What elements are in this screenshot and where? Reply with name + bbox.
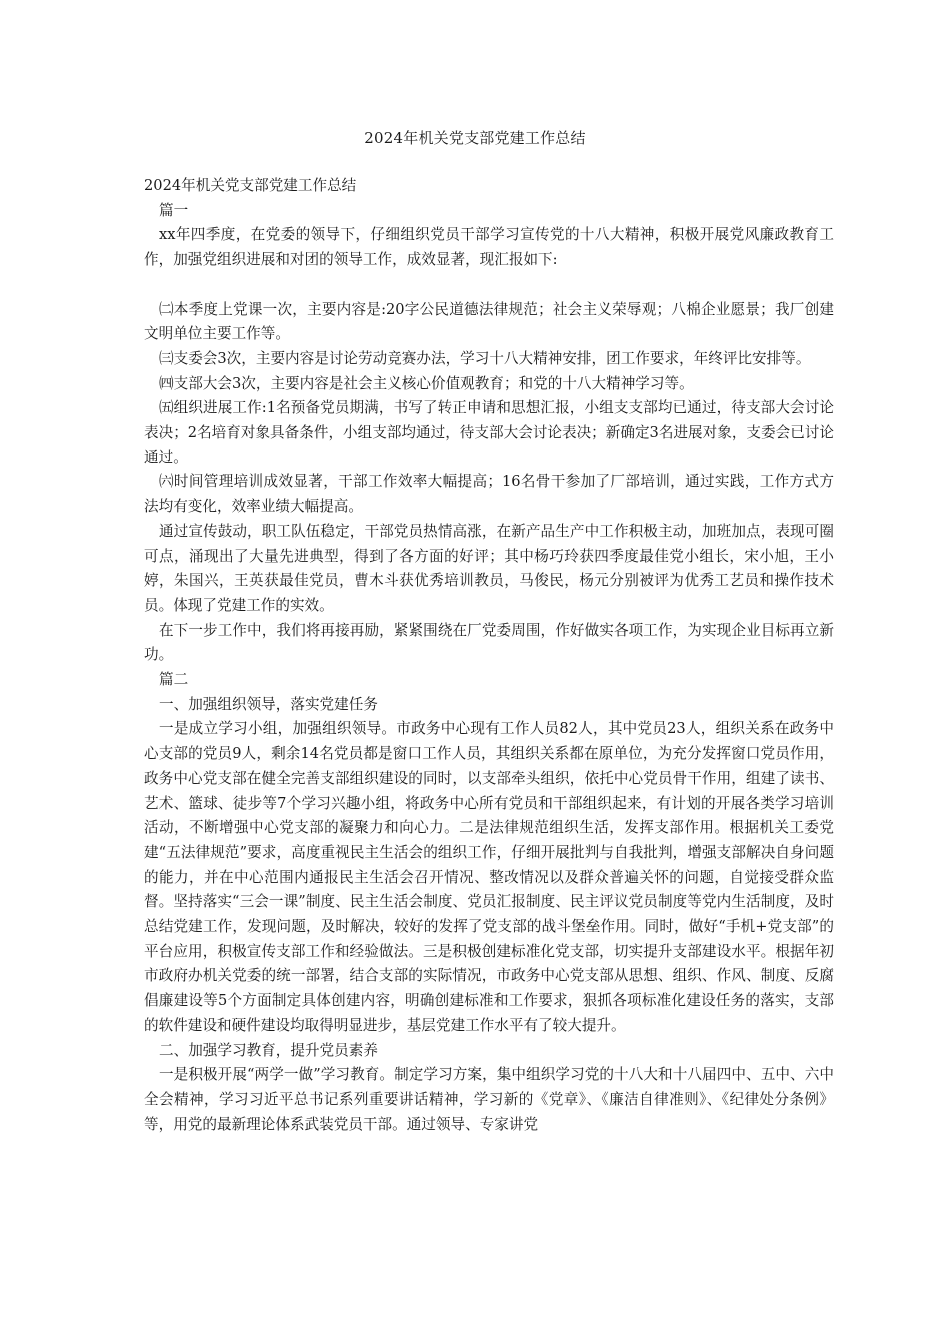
paragraph: ㈢支委会3次，主要内容是讨论劳动竞赛办法，学习十八大精神安排，团工作要求，年终评比安排等。: [159, 349, 811, 367]
paragraph: 通过宣传鼓动，职工队伍稳定，干部党员热情高涨，在新产品生产中工作积极主动，加班加点，表现可圈可点，涌现出了大量先进典型，得到了各方面的好评；其中杨巧玲获四季度最佳党小组长，宋小旭，王小婷，朱国兴，王英获最佳党员，曹木斗获优秀培训教员，马俊民，杨元分别被评为优秀工艺员和操作技术员。体现了党建工作的实效。: [144, 522, 834, 614]
paragraph: xx年四季度，在党委的领导下，仔细组织党员干部学习宣传党的十八大精神，积极开展党风廉政教育工作，加强党组织进展和对团的领导工作，成效显著，现汇报如下:: [144, 226, 834, 269]
paragraph: 2024年机关党支部党建工作总结: [144, 177, 357, 194]
document-body: [144, 174, 834, 1137]
paragraph: ㈥时间管理培训成效显著，干部工作效率大幅提高；16名骨干参加了厂部培训，通过实践，工作方式方法均有变化，效率业绩大幅提高。: [144, 473, 834, 516]
paragraph: ㈣支部大会3次，主要内容是社会主义核心价值观教育；和党的十八大精神学习等。: [159, 374, 694, 392]
paragraph: 篇二: [159, 671, 189, 689]
paragraph: 在下一步工作中，我们将再接再励，紧紧围绕在厂党委周围，作好做实各项工作，为实现企业目标再立新功。: [144, 621, 834, 664]
paragraph: ㈤组织进展工作:1名预备党员期满，书写了转正申请和思想汇报，小组支支部均已通过，待支部大会讨论表决；2名培育对象具备条件，小组支部均通过，待支部大会讨论表决；新确定3名进展对象，支委会已讨论通过。: [144, 399, 834, 466]
page-title: 2024年机关党支部党建工作总结: [364, 129, 586, 147]
paragraph: 二、加强学习教育，提升党员素养: [159, 1041, 378, 1059]
blank-line: [144, 273, 834, 298]
paragraph: 一是成立学习小组，加强组织领导。市政务中心现有工作人员82人，其中党员23人，组织关系在政务中心支部的党员9人，剩余14名党员都是窗口工作人员，其组织关系都在原单位，为充分发挥窗口党员作用，政务中心党支部在健全完善支部组织建设的同时，以支部牵头组织，依托中心党员骨干作用，组建了读书、艺术、篮球、徒步等7个学习兴趣小组，将政务中心所有党员和干部组织起来，有计划的开展各类学习培训活动，不断增强中心党支部的凝聚力和向心力。二是法律规范组织生活，发挥支部作用。根据机关工委党建“五法律规范”要求，高度重视民主生活会的组织工作，仔细开展批判与自我批判，增强支部解决自身问题的能力，并在中心范围内通报民主生活会召开情况、整改情况以及群众普遍关怀的问题，自觉接受群众监督。坚持落实“三会一课”制度、民主生活会制度、党员汇报制度、民主评议党员制度等党内生活制度，及时总结党建工作，发现问题，及时解决，较好的发挥了党支部的战斗堡垒作用。同时，做好“手机+党支部”的平台应用，积极宣传支部工作和经验做法。三是积极创建标准化党支部，切实提升支部建设水平。根据年初市政府办机关党委的统一部署，结合支部的实际情况，市政务中心党支部从思想、组织、作风、制度、反腐倡廉建设等5个方面制定具体创建内容，明确创建标准和工作要求，狠抓各项标准化建设任务的落实，支部的软件建设和硬件建设均取得明显进步，基层党建工作水平有了较大提升。: [144, 720, 834, 1034]
paragraph: 一是积极开展“两学一做”学习教育。制定学习方案，集中组织学习党的十八大和十八届四中、五中、六中全会精神，学习习近平总书记系列重要讲话精神，学习新的《党章》、《廉洁自律准则》、《纪律处分条例》等，用党的最新理论体系武装党员干部。通过领导、专家讲党: [144, 1066, 834, 1133]
paragraph: 篇一: [159, 201, 189, 219]
paragraph: ㈡本季度上党课一次，主要内容是:20字公民道德法律规范；社会主义荣辱观；八棉企业愿景；我厂创建文明单位主要工作等。: [144, 300, 834, 343]
paragraph: 一、加强组织领导，落实党建任务: [159, 695, 378, 713]
